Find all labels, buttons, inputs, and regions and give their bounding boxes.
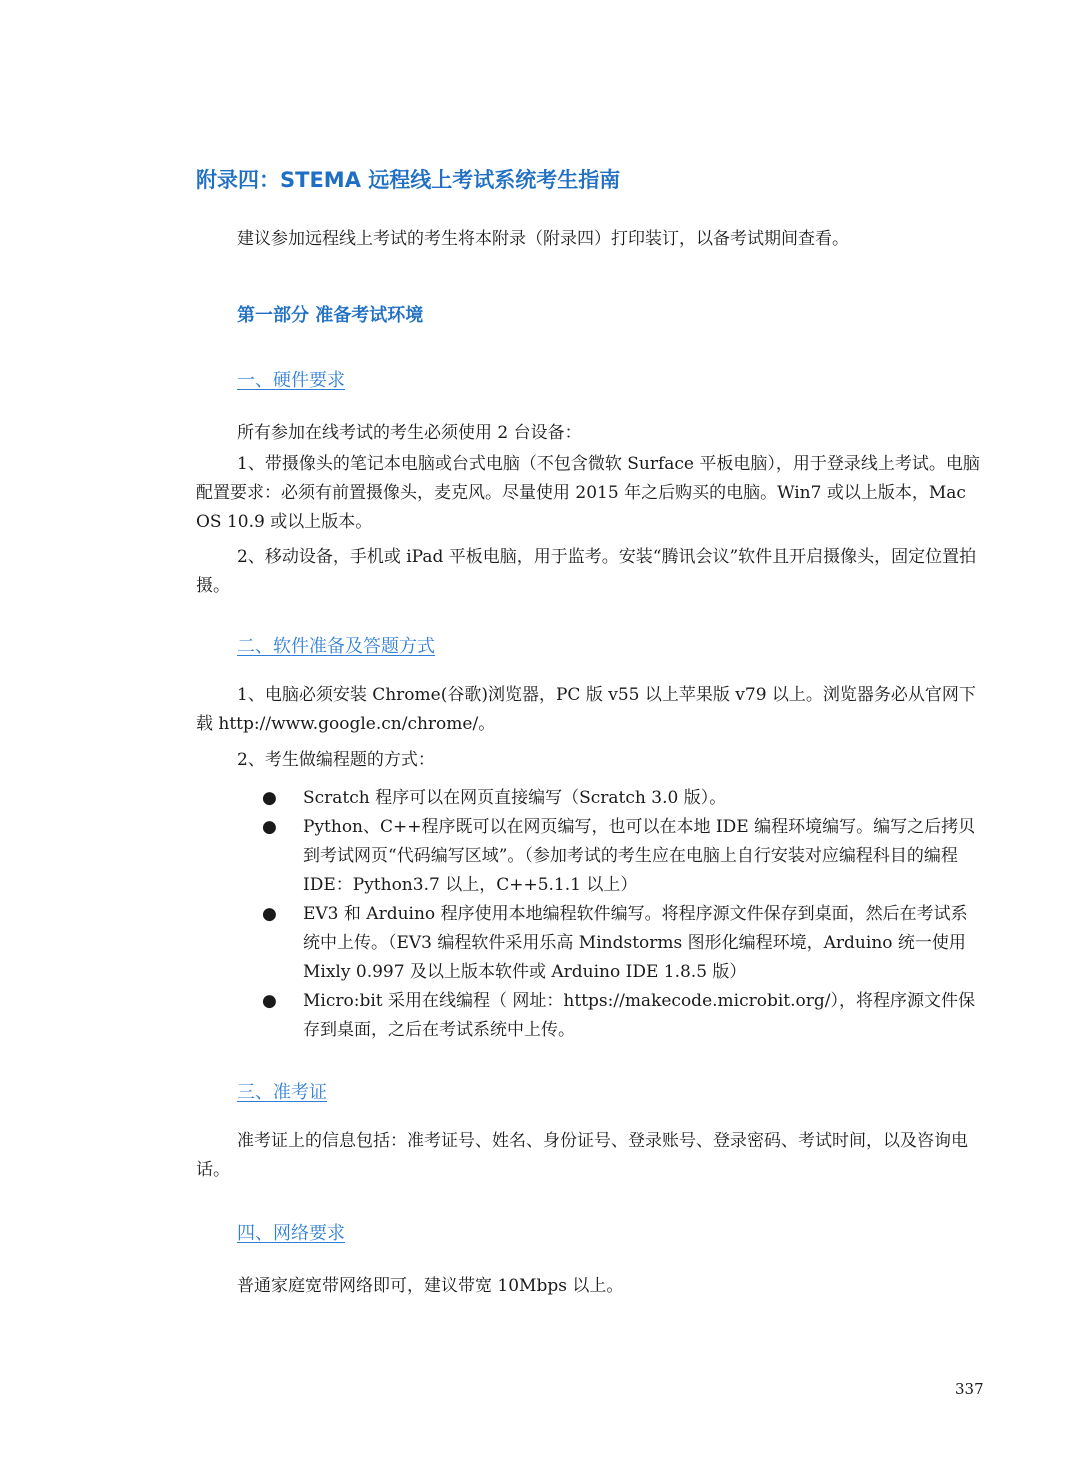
- list-item: [262, 900, 982, 987]
- list-item: [262, 813, 982, 900]
- appendix-title: 附录四：STEMA 远程线上考试系统考生指南: [196, 168, 621, 192]
- list-item: [262, 987, 982, 1045]
- programming-methods-list: [262, 784, 982, 1045]
- part-one-heading: 第一部分 准备考试环境: [237, 305, 424, 326]
- bullet-text: Python、C++程序既可以在网页编写，也可以在本地 IDE 编程环境编写。编写之后拷贝到考试网页“代码编写区域”。（参加考试的考生应在电脑上自行安装对应编程科目的编程 IDE：Python3.7 以上，C++5.1.1 以上）: [303, 817, 976, 895]
- section-hardware-heading[interactable]: 一、硬件要求: [237, 370, 345, 391]
- bullet-icon: ●: [262, 991, 277, 1011]
- software-item-1: 1、电脑必须安装 Chrome(谷歌)浏览器，PC 版 v55 以上苹果版 v79 以上。浏览器务必从官网下载 http://www.google.cn/chrome/。: [196, 685, 976, 734]
- admission-text-wrap: [196, 1127, 982, 1185]
- bullet-icon: ●: [262, 788, 277, 808]
- bullet-icon: ●: [262, 904, 277, 924]
- bullet-text: Micro:bit 采用在线编程（ 网址：https://makecode.microbit.org/），将程序源文件保存到桌面，之后在考试系统中上传。: [303, 991, 975, 1040]
- page-number: 337: [955, 1380, 984, 1398]
- section-software-heading[interactable]: 二、软件准备及答题方式: [237, 636, 435, 657]
- network-text: 普通家庭宽带网络即可，建议带宽 10Mbps 以上。: [237, 1276, 624, 1296]
- section-network-heading[interactable]: 四、网络要求: [237, 1223, 345, 1244]
- software-item-2: 2、考生做编程题的方式：: [237, 750, 435, 770]
- software-item-1-wrap: [196, 681, 982, 739]
- bullet-text: EV3 和 Arduino 程序使用本地编程软件编写。将程序源文件保存到桌面，然后在考试系统中上传。（EV3 编程软件采用乐高 Mindstorms 图形化编程环境，Arduino 统一使用 Mixly 0.997 及以上版本软件或 Arduino IDE 1.8.5 版）: [303, 904, 968, 982]
- bullet-text: Scratch 程序可以在网页直接编写（Scratch 3.0 版）。: [303, 788, 727, 808]
- list-item: [262, 784, 982, 813]
- bullet-icon: ●: [262, 817, 277, 837]
- hardware-lead: 所有参加在线考试的考生必须使用 2 台设备：: [237, 423, 582, 443]
- section-admission-heading[interactable]: 三、准考证: [237, 1082, 327, 1103]
- admission-text: 准考证上的信息包括：准考证号、姓名、身份证号、登录账号、登录密码、考试时间，以及咨询电话。: [196, 1131, 968, 1180]
- hardware-item-1: 1、带摄像头的笔记本电脑或台式电脑（不包含微软 Surface 平板电脑），用于登录线上考试。电脑配置要求：必须有前置摄像头，麦克风。尽量使用 2015 年之后购买的电脑。Win7 或以上版本，Mac OS 10.9 或以上版本。: [196, 454, 980, 532]
- hardware-items: [196, 450, 982, 601]
- intro-text: 建议参加远程线上考试的考生将本附录（附录四）打印装订，以备考试期间查看。: [237, 229, 849, 249]
- hardware-item-2: 2、移动设备，手机或 iPad 平板电脑，用于监考。安装“腾讯会议”软件且开启摄像头，固定位置拍摄。: [196, 547, 977, 596]
